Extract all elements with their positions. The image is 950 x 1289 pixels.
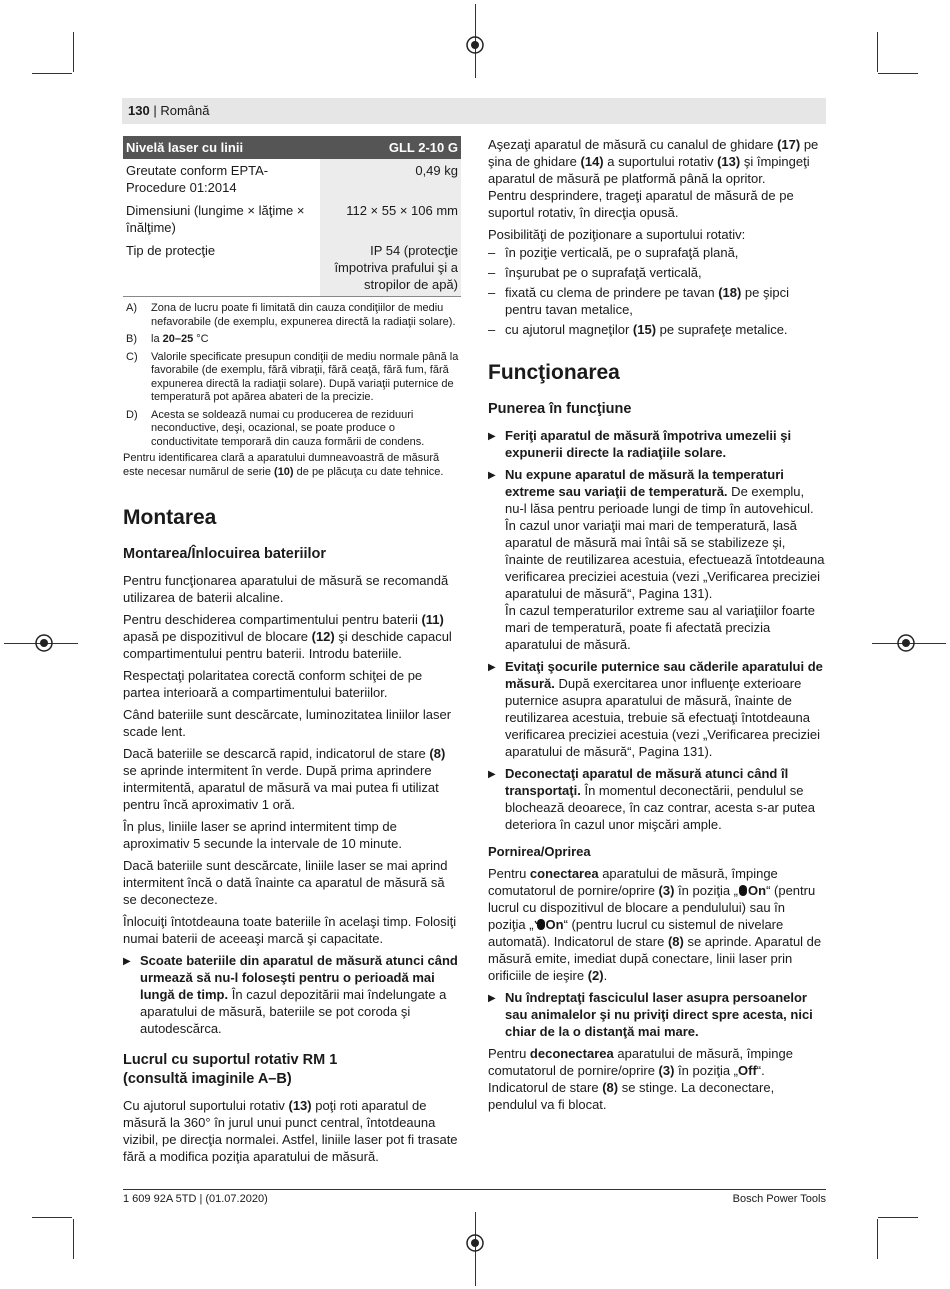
paragraph: Cu ajutorul suportului rotativ (13) poţi roti aparatul de măsură la 360° în jurul unui punct central, întotdeauna vizibil, pe direcţia normalei. Astfel, liniile laser pot fi trasate fără a modifica poziţia aparatului de măsură. <box>123 1098 458 1164</box>
paragraph: Dacă bateriile sunt descărcate, liniile laser se mai aprind intermitent încă o dată înainte ca aparatul de măsură să se deconecteze. <box>123 858 448 907</box>
left-column <box>123 136 461 1170</box>
paragraph: Respectaţi polaritatea corectă conform schiţei de pe partea interioară a compartimentului bateriilor. <box>123 668 423 700</box>
table-row <box>123 239 461 297</box>
paragraph: Pentru conectarea aparatului de măsură, împinge comutatorul de pornire/oprire (3) în poziţia „ On“ (pentru lucrul cu dispozitivul de blocare a pendulului) sau în poziţia „ On“ (pentru lucrul cu sistemul de nivelare automată). Indicatorul de stare (8) se aprinde. Aparatul de măsură emite, imediat după conectare, linii laser prin orificiile de ieşire (2). <box>488 866 822 983</box>
warning-item <box>123 952 461 1037</box>
page-footer <box>123 1189 826 1205</box>
subsection-title-on-off: Pornirea/Oprirea <box>488 844 591 859</box>
paragraph: Când bateriile sunt descărcate, luminozitatea liniilor laser scade lent. <box>123 707 452 739</box>
right-column <box>488 136 826 1118</box>
warning-item <box>488 765 826 833</box>
warning-item <box>488 466 826 653</box>
crop-mark <box>32 1217 72 1218</box>
paragraph: Posibilităţi de poziţionare a suportului rotativ: <box>488 227 746 242</box>
warning-item <box>488 658 826 760</box>
list-item: – în poziţie verticală, pe o suprafaţă plană, <box>488 245 739 260</box>
warning-item <box>488 989 826 1040</box>
paragraph: Aşezaţi aparatul de măsură cu canalul de ghidare (17) pe şina de ghidare (14) a suportului rotativ (13) şi împingeţi aparatul de măsură pe platformă până la opritor. <box>488 137 819 186</box>
subsection-title-batteries: Montarea/Înlocuirea bateriilor <box>123 546 327 562</box>
serial-note: Pentru identificarea clară a aparatului dumneavoastră de măsură este necesar numărul de serie (10) de pe plăcuţa cu date tehnice. <box>123 452 444 478</box>
footer-doc-id: 1 609 92A 5TD | (01.07.2020) <box>123 1193 268 1205</box>
list-item: – cu ajutorul magneţilor (15) pe suprafeţe metalice. <box>488 322 788 337</box>
footnote-key: B) <box>126 333 137 345</box>
footnote <box>123 302 461 329</box>
warning-text: Deconectaţi aparatul de măsură atunci când îl transportaţi. În momentul deconectării, pendulul se blochează deoarece, în caz contrar, acesta s-ar putea deteriora în cazul unor mişcări ample. <box>505 766 816 832</box>
spec-table <box>123 136 461 297</box>
crop-mark <box>32 73 72 74</box>
crop-mark <box>877 32 878 72</box>
warning-text: Feriţi aparatul de măsură împotriva umezelii şi expunerii directe la radiaţiile solare. <box>505 428 792 460</box>
registration-target-icon <box>465 35 485 55</box>
footnote-key: A) <box>126 302 137 314</box>
page-number: 130 <box>128 103 150 118</box>
list-item: – fixată cu clema de prindere pe tavan (18) pe şipci pentru tavan metalice, <box>488 285 790 317</box>
footer-brand: Bosch Power Tools <box>732 1193 826 1205</box>
page-header <box>122 98 826 124</box>
subsection-title-commissioning: Punerea în funcţiune <box>488 401 632 417</box>
bullet-triangle-icon: ▶ <box>488 662 496 673</box>
spec-value: IP 54 (protecţie împotriva prafului şi a stropilor de apă) <box>320 239 461 297</box>
subsection-title-rm1: Lucrul cu suportul rotativ RM 1 (consultă imaginile A–B) <box>123 1052 338 1087</box>
footnote-text: la 20–25 °C <box>151 333 209 345</box>
table-row <box>123 199 461 239</box>
bullet-triangle-icon: ▶ <box>123 956 131 967</box>
footnote <box>123 351 461 405</box>
pendulum-lock-icon <box>738 884 748 897</box>
section-title-functionarea: Funcţionarea <box>488 361 620 384</box>
crop-mark <box>73 1219 74 1259</box>
warning-text: Evitaţi şocurile puternice sau căderile aparatului de măsură. După exercitarea unor influenţe exterioare puternice asupra aparatului de măsură, înainte de reutilizarea acestuia, trebuie să efectuaţi întotdeauna verificarea preciziei acestuia (vezi „Verificarea preciziei aparatului de măsură“, Pagina 131). <box>505 659 823 759</box>
spec-col-model: GLL 2-10 G <box>320 136 461 159</box>
crop-mark <box>878 73 918 74</box>
header-language: Română <box>160 103 210 118</box>
spec-col-title: Nivelă laser cu linii <box>123 136 320 159</box>
footnote-key: D) <box>126 408 138 421</box>
crop-mark <box>73 32 74 72</box>
warning-item <box>488 427 826 461</box>
footnote-text: Zona de lucru poate fi limitată din cauza condiţiilor de mediu nefavorabile (de exemplu, expunerea directă la radiaţii solare). <box>151 302 456 328</box>
warning-text: Nu expune aparatul de măsură la temperaturi extreme sau variaţii de temperatură. De exemplu, nu-l lăsa pentru perioade lungi de timp în autovehicul. În cazul unor variaţii mai mari de temperatură, lasă aparatul de măsură mai întâi să se stabilizeze şi, înainte de reutilizarea acestuia, efectuează întotdeauna verificarea preciziei acestuia (vezi „Verificarea preciziei aparatului de măsură“, Pagina 131). În cazul temperaturilor extreme sau al variaţiilor foarte mari de temperatură, poate fi afectată precizia aparatului de măsură. <box>505 467 825 652</box>
footnote-key: C) <box>126 350 138 363</box>
warning-text: Nu îndreptaţi fasciculul laser asupra persoanelor sau animalelor şi nu priviţi direct spre acesta, nici chiar de la o distanţă mai mare. <box>505 990 813 1039</box>
registration-target-icon <box>34 633 54 653</box>
pendulum-free-icon <box>534 918 546 931</box>
paragraph: Pentru deschiderea compartimentului pentru baterii (11) apasă pe dispozitivul de blocare (12) şi deschide capacul compartimentului pentru baterii. Introdu bateriile. <box>123 612 452 661</box>
paragraph: În plus, liniile laser se aprind intermitent timp de aproximativ 5 secunde la intervale de 10 minute. <box>123 819 402 851</box>
paragraph: Pentru funcţionarea aparatului de măsură se recomandă utilizarea de baterii alcaline. <box>123 573 449 605</box>
bullet-triangle-icon: ▶ <box>488 470 496 481</box>
bullet-triangle-icon: ▶ <box>488 769 496 780</box>
paragraph: Înlocuiţi întotdeauna toate bateriile în acelaşi timp. Folosiţi numai baterii de aceeaşi marcă şi capacitate. <box>123 914 457 946</box>
paragraph: Dacă bateriile se descarcă rapid, indicatorul de stare (8) se aprinde intermitent în verde. După prima aprindere intermitentă, aparatul de măsură va mai putea fi utilizat pentru încă aproximativ 1 oră. <box>123 746 446 812</box>
spec-label: Tip de protecţie <box>123 239 320 297</box>
spec-value: 0,49 kg <box>320 159 461 199</box>
paragraph: Pentru deconectarea aparatului de măsură, împinge comutatorul de pornire/oprire (3) în poziţia „Off“. Indicatorul de stare (8) se stinge. La deconectare, pendulul va fi blocat. <box>488 1046 793 1112</box>
footnote-text: Acesta se soldează numai cu producerea de reziduuri neconductive, deşi, ocazional, se poate produce o conductivitate temporară din cauza formării de condens. <box>151 408 425 448</box>
footnote-text: Valorile specificate presupun condiţii de mediu normale până la favorabile (de exemplu, fără vibraţii, fără ceaţă, fără fum, fără expunerea directă la radiaţii solare). După variaţii puternice de temperatură pot apărea abateri de la precizie. <box>151 350 459 403</box>
spec-label: Dimensiuni (lungime × lăţime × înălţime) <box>126 203 305 235</box>
spec-label: Greutate conform EPTA-Procedure 01:2014 <box>126 163 269 195</box>
spec-value: 112 × 55 × 106 mm <box>320 199 461 239</box>
footnote <box>123 409 461 450</box>
footnote <box>123 333 461 347</box>
spec-table-header <box>123 136 461 159</box>
paragraph: Pentru desprindere, trageţi aparatul de măsură de pe suportul rotativ, în direcţia opusă. <box>488 188 794 220</box>
crop-mark <box>877 1219 878 1259</box>
header-separator: | <box>153 103 161 118</box>
crop-mark <box>878 1217 918 1218</box>
warning-text: Scoate bateriile din aparatul de măsură atunci când urmează să nu-l foloseşti pentru o perioadă mai lungă de timp. În cazul depozitării mai îndelungate a aparatului de măsură, bateriile se pot coroda şi autodescărca. <box>140 953 458 1036</box>
registration-target-icon <box>896 633 916 653</box>
list-item: – înşurubat pe o suprafaţă verticală, <box>488 265 702 280</box>
registration-target-icon <box>465 1233 485 1253</box>
bullet-triangle-icon: ▶ <box>488 431 496 442</box>
table-row <box>123 159 461 199</box>
section-title-montarea: Montarea <box>123 506 217 529</box>
bullet-triangle-icon: ▶ <box>488 993 496 1004</box>
